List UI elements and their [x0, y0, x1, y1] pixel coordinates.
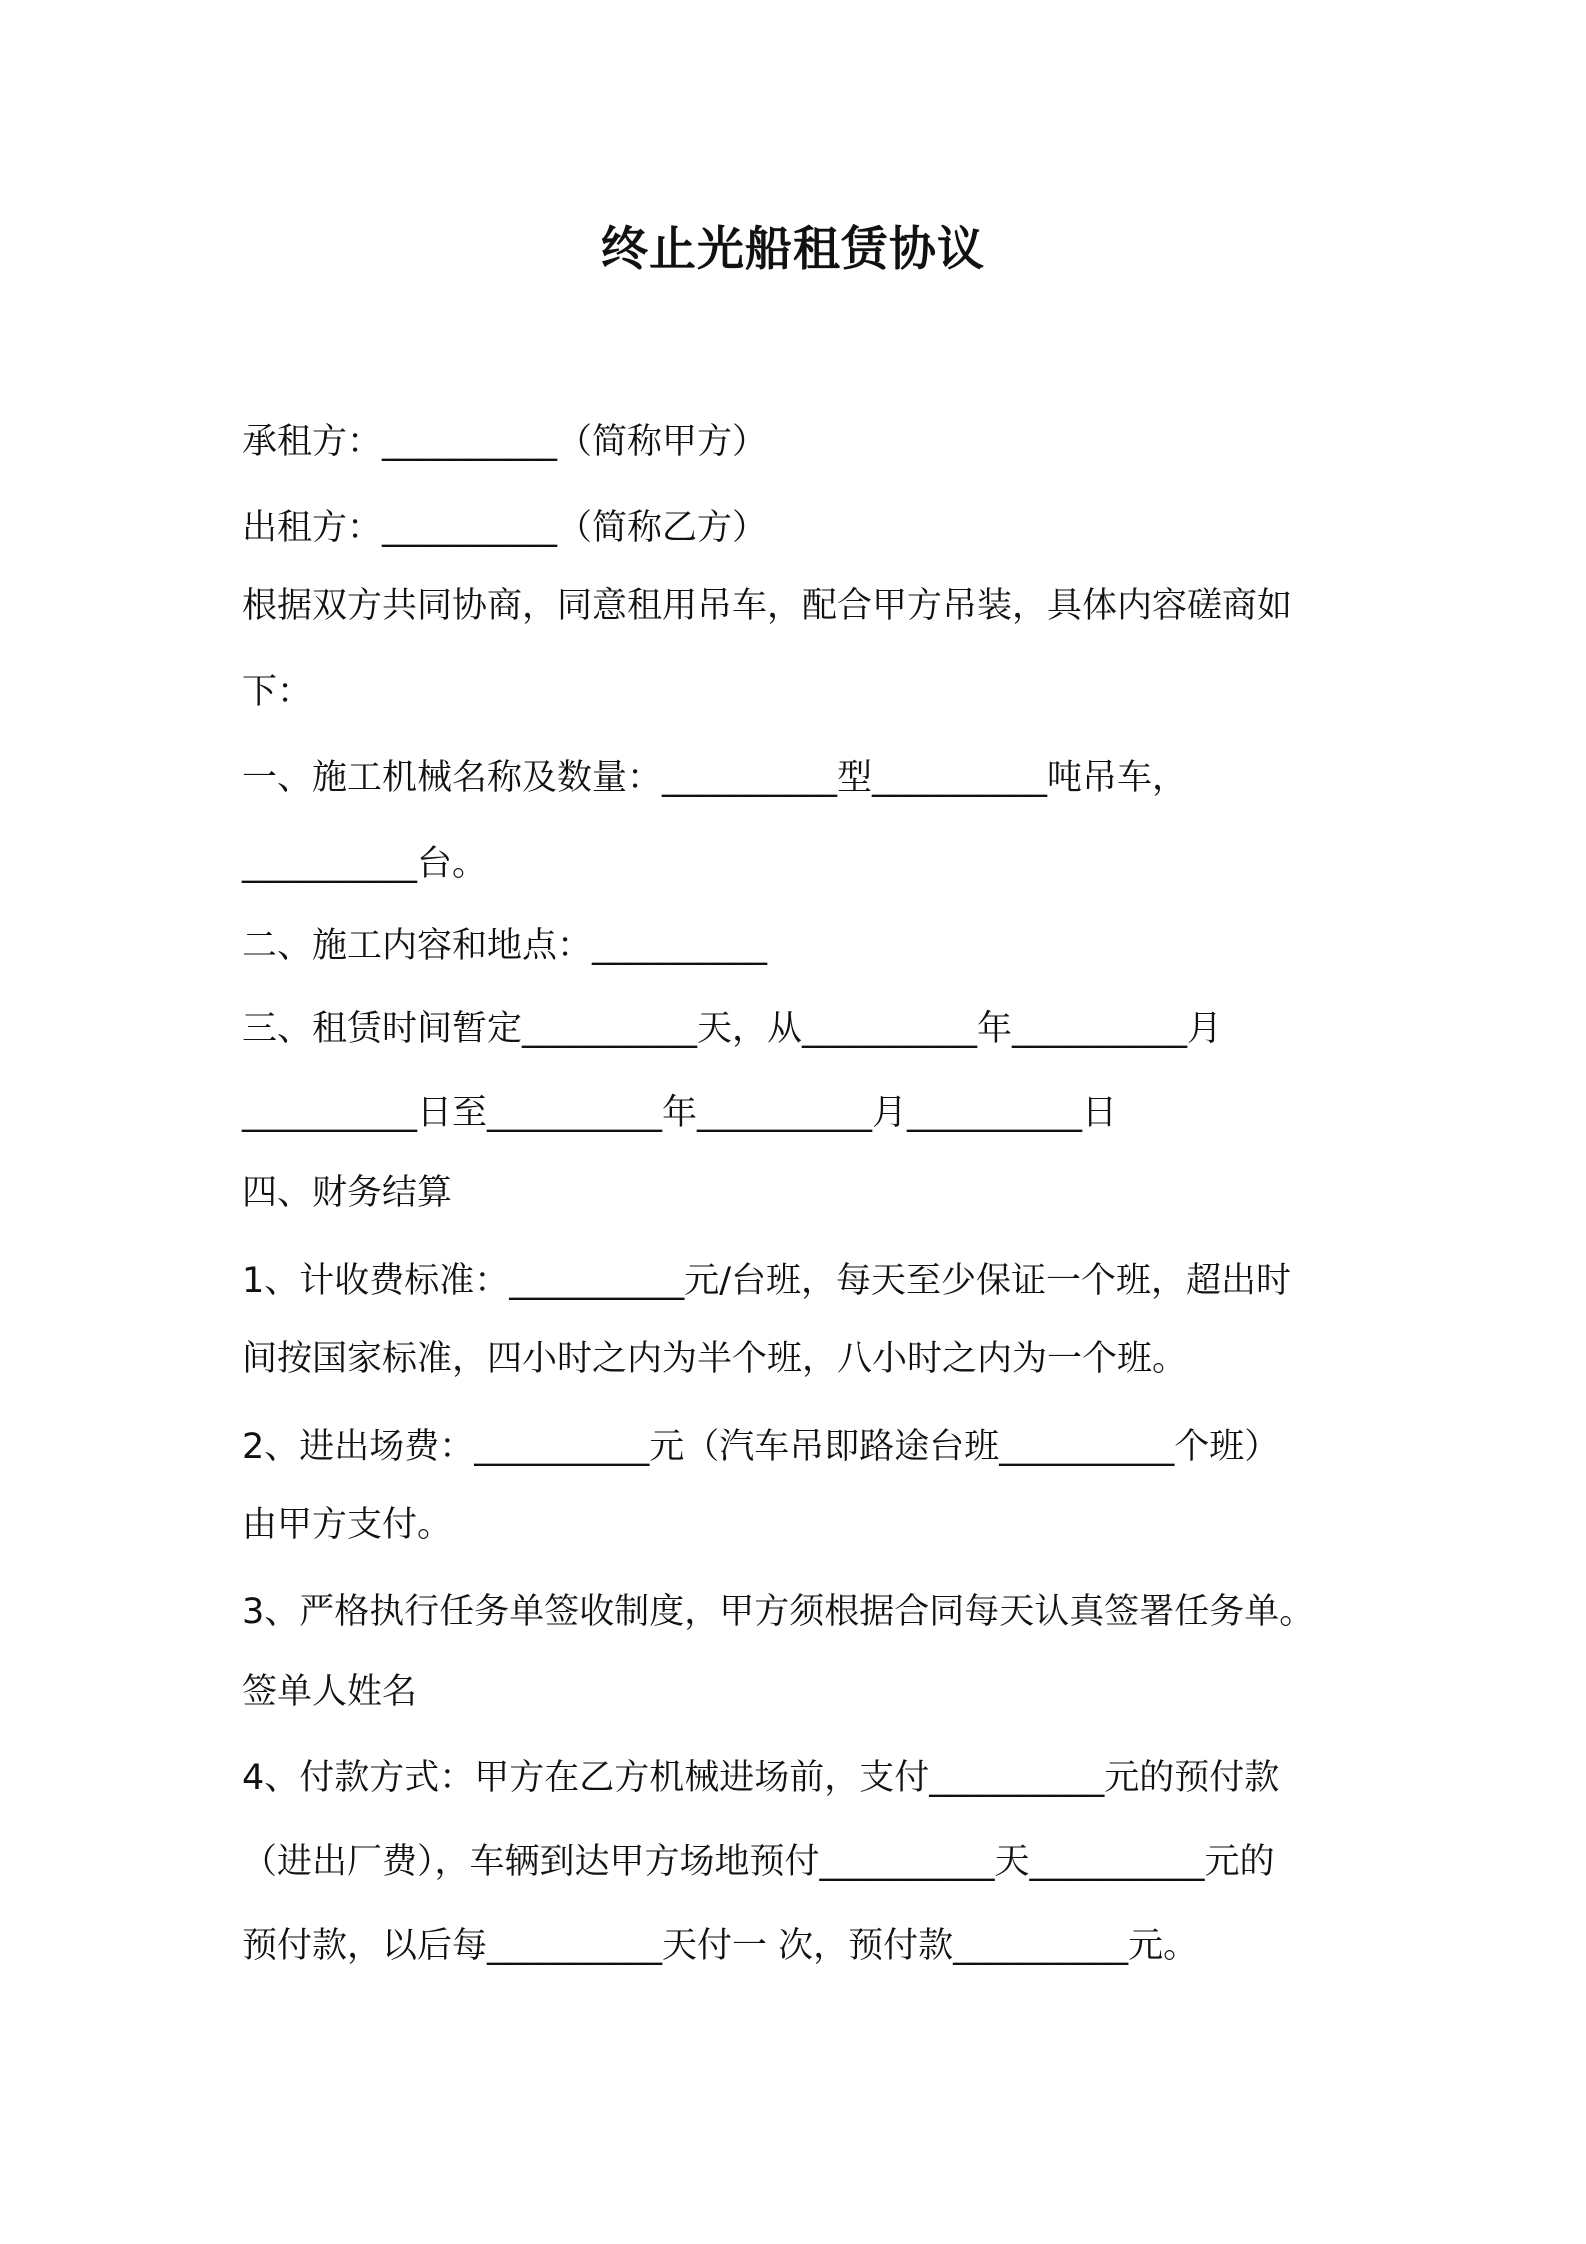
clause-2-line: 二、施工内容和地点：__________: [242, 926, 768, 966]
clause-1-line-2: __________台。: [242, 844, 488, 884]
clause-1-line-1: 一、施工机械名称及数量：__________型__________吨吊车，: [242, 758, 1188, 798]
clause-3-line-1: 三、租赁时间暂定__________天，从__________年__________月: [242, 1009, 1223, 1049]
lessee-line: 承租方：__________（简称甲方）: [242, 422, 768, 462]
clause-4-heading: 四、财务结算: [242, 1173, 453, 1213]
item-4-line-1: 4、付款方式：甲方在乙方机械进场前，支付__________元的预付款: [242, 1758, 1280, 1798]
item-3-line-2: 签单人姓名: [242, 1672, 418, 1712]
document-title: 终止光船租赁协议: [601, 222, 985, 277]
item-4-line-2: （进出厂费），车辆到达甲方场地预付__________天__________元的: [242, 1842, 1275, 1882]
lessor-line: 出租方：__________（简称乙方）: [242, 508, 768, 548]
item-2-line-1: 2、进出场费：__________元（汽车吊即路途台班__________个班）: [242, 1427, 1280, 1467]
item-1-line-2: 间按国家标准，四小时之内为半个班，八小时之内为一个班。: [242, 1339, 1188, 1379]
item-4-line-3: 预付款，以后每__________天付一 次，预付款__________元。: [242, 1926, 1199, 1966]
item-2-line-2: 由甲方支付。: [242, 1505, 453, 1545]
intro-line-1: 根据双方共同协商，同意租用吊车，配合甲方吊装，具体内容磋商如: [242, 586, 1293, 626]
clause-3-line-2: __________日至__________年__________月__________日: [242, 1093, 1118, 1133]
item-1-line-1: 1、计收费标准：__________元/台班，每天至少保证一个班，超出时: [242, 1261, 1292, 1301]
intro-line-2: 下：: [242, 672, 313, 712]
item-3-line-1: 3、严格执行任务单签收制度，甲方须根据合同每天认真签署任务单。: [242, 1592, 1315, 1632]
